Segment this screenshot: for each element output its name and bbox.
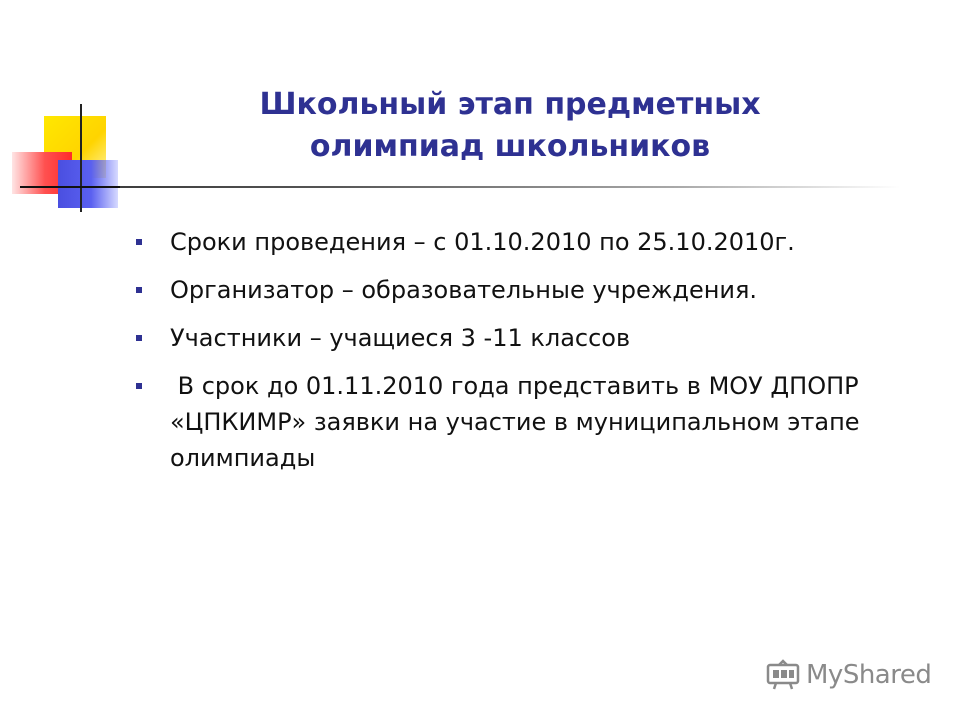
bullet-list [134,224,894,488]
slide-title-line-2: олимпиад школьников [309,129,711,164]
decor-vertical-line [80,104,82,212]
bullet-item-organizer [134,272,894,308]
bullet-text: В срок до 01.11.2010 года представить в МОУ ДПОПР «ЦПКИМР» заявки на участие в муниципальном этапе олимпиады [170,372,868,472]
slide-title-line-1: Школьный этап предметных [259,87,761,122]
slide-title [180,84,840,168]
bullet-marker-icon [136,239,142,245]
decor-blue-square [58,160,118,208]
title-underline [20,186,900,188]
bullet-item-dates [134,224,894,260]
title-underline-dark-segment [20,186,120,188]
bullet-marker-icon [136,287,142,293]
bullet-text: Организатор – образовательные учреждения. [170,276,758,304]
watermark-text: MyShared [806,660,932,690]
bullet-item-deadline [134,368,894,476]
myshared-watermark [766,655,931,695]
bullet-text: Сроки проведения – с 01.10.2010 по 25.10.2010г. [170,228,795,256]
bullet-marker-icon [136,383,142,389]
bullet-text: Участники – учащиеся 3 -11 классов [170,324,631,352]
bullet-item-participants [134,320,894,356]
myshared-logo-icon [766,659,800,691]
bullet-marker-icon [136,335,142,341]
